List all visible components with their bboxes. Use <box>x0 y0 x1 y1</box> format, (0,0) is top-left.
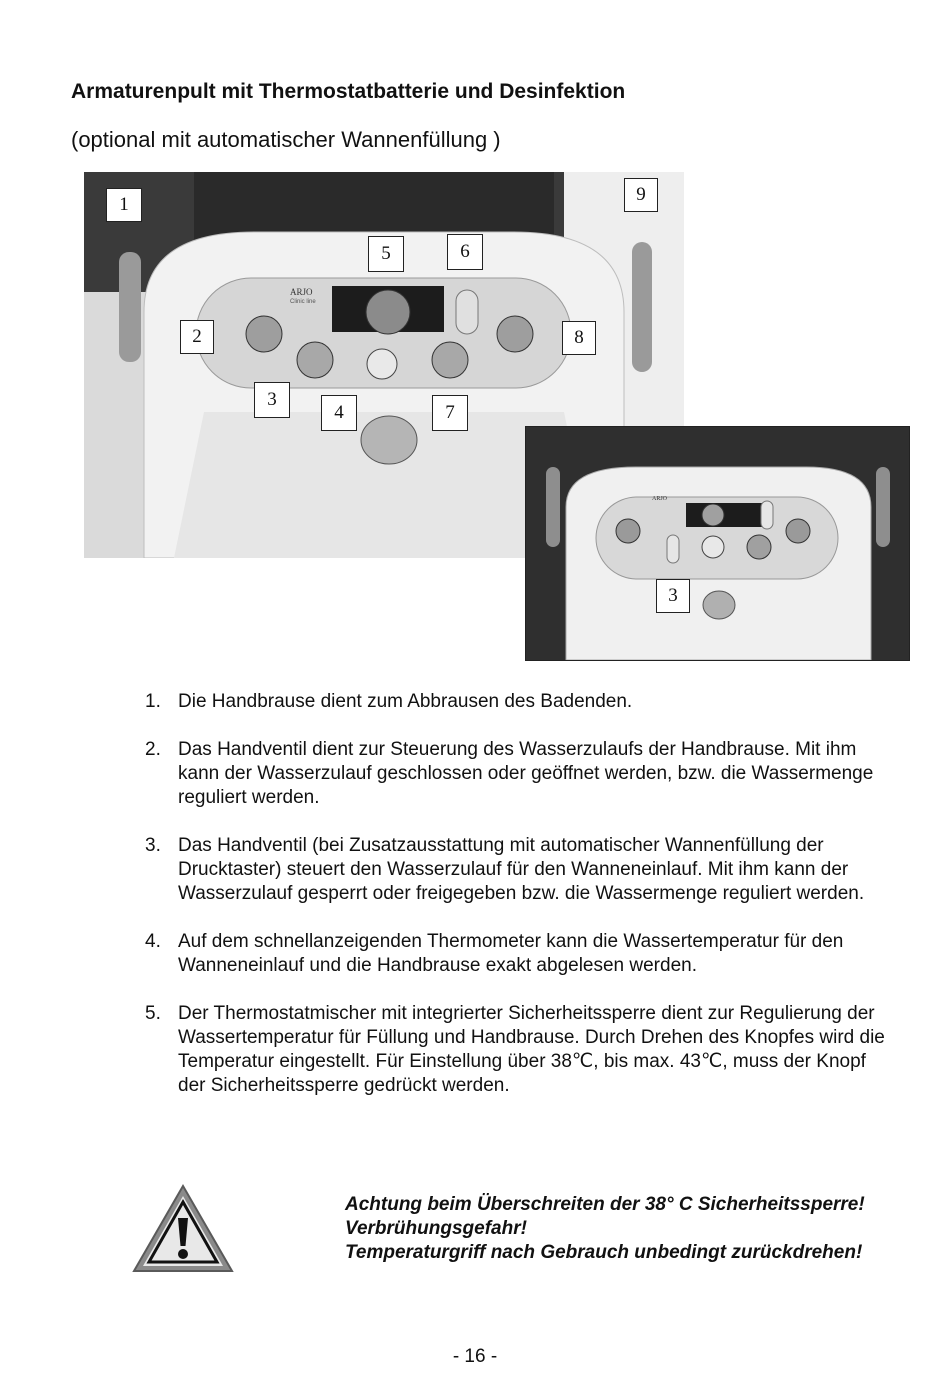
inset-panel-brand-label: ARJO <box>652 496 668 502</box>
list-item <box>145 1002 885 1098</box>
callout-3: 3 <box>254 382 290 418</box>
panel-model-label: Clinic line <box>290 299 316 305</box>
warning-line-3: Temperaturgriff nach Gebrauch unbedingt zurückdrehen! <box>345 1242 863 1263</box>
item-number: 4. <box>145 931 161 952</box>
instruction-list <box>145 690 885 1122</box>
item-text: Auf dem schnellanzeigenden Thermometer kann die Wassertemperatur für den Wanneneinlauf und die Handbrause exakt abgelesen werden. <box>178 931 844 976</box>
item-text: Die Handbrause dient zum Abbrausen des Badenden. <box>178 691 633 712</box>
item-text: Das Handventil dient zur Steuerung des Wasserzulaufs der Handbrause. Mit ihm kann der Wasserzulauf geschlossen oder geöffnet werden, bzw. die Wassermenge reguliert werden. <box>178 739 874 808</box>
page-number: - 16 - <box>452 1346 498 1367</box>
item-number: 3. <box>145 835 161 856</box>
callout-2: 2 <box>180 320 214 354</box>
warning-line-1: Achtung beim Überschreiten der 38° C Sicherheitssperre! <box>345 1194 865 1215</box>
warning-triangle-icon <box>131 1183 235 1275</box>
item-number: 5. <box>145 1003 161 1024</box>
page-subheading: (optional mit automatischer Wannenfüllung ) <box>71 127 501 152</box>
item-text: Das Handventil (bei Zusatzausstattung mit automatischer Wannenfüllung der Drucktaster) steuert den Wasserzulauf für den Wanneneinlauf. Mit ihm kann der Wasserzulauf gesperrt oder freigegeben bzw. die Wassermenge reguliert werden. <box>178 835 865 904</box>
inset-callout-3: 3 <box>656 579 690 613</box>
callout-6: 6 <box>447 234 483 270</box>
warning-text <box>345 1193 865 1265</box>
warning-line-2: Verbrühungsgefahr! <box>345 1218 527 1239</box>
panel-brand-label: ARJO <box>290 287 313 297</box>
control-panel-inset-photo <box>525 426 910 661</box>
control-panel-inset-illustration <box>526 427 909 660</box>
callout-1: 1 <box>106 188 142 222</box>
list-item <box>145 930 885 978</box>
callout-8: 8 <box>562 321 596 355</box>
callout-5: 5 <box>368 236 404 272</box>
item-text: Der Thermostatmischer mit integrierter Sicherheitssperre dient zur Regulierung der Wassertemperatur für Füllung und Handbrause. Durch Drehen des Knopfes wird die Temperatur eingestellt. Für Einstellung über 38℃, bis max. 43℃, muss der Knopf der Sicherheitssperre gedrückt werden. <box>178 1003 885 1096</box>
list-item <box>145 690 885 714</box>
item-number: 1. <box>145 691 161 712</box>
list-item <box>145 738 885 810</box>
callout-7: 7 <box>432 395 468 431</box>
callout-9: 9 <box>624 178 658 212</box>
page-heading: Armaturenpult mit Thermostatbatterie und Desinfektion <box>71 80 626 103</box>
item-number: 2. <box>145 739 161 760</box>
list-item <box>145 834 885 906</box>
callout-4: 4 <box>321 395 357 431</box>
